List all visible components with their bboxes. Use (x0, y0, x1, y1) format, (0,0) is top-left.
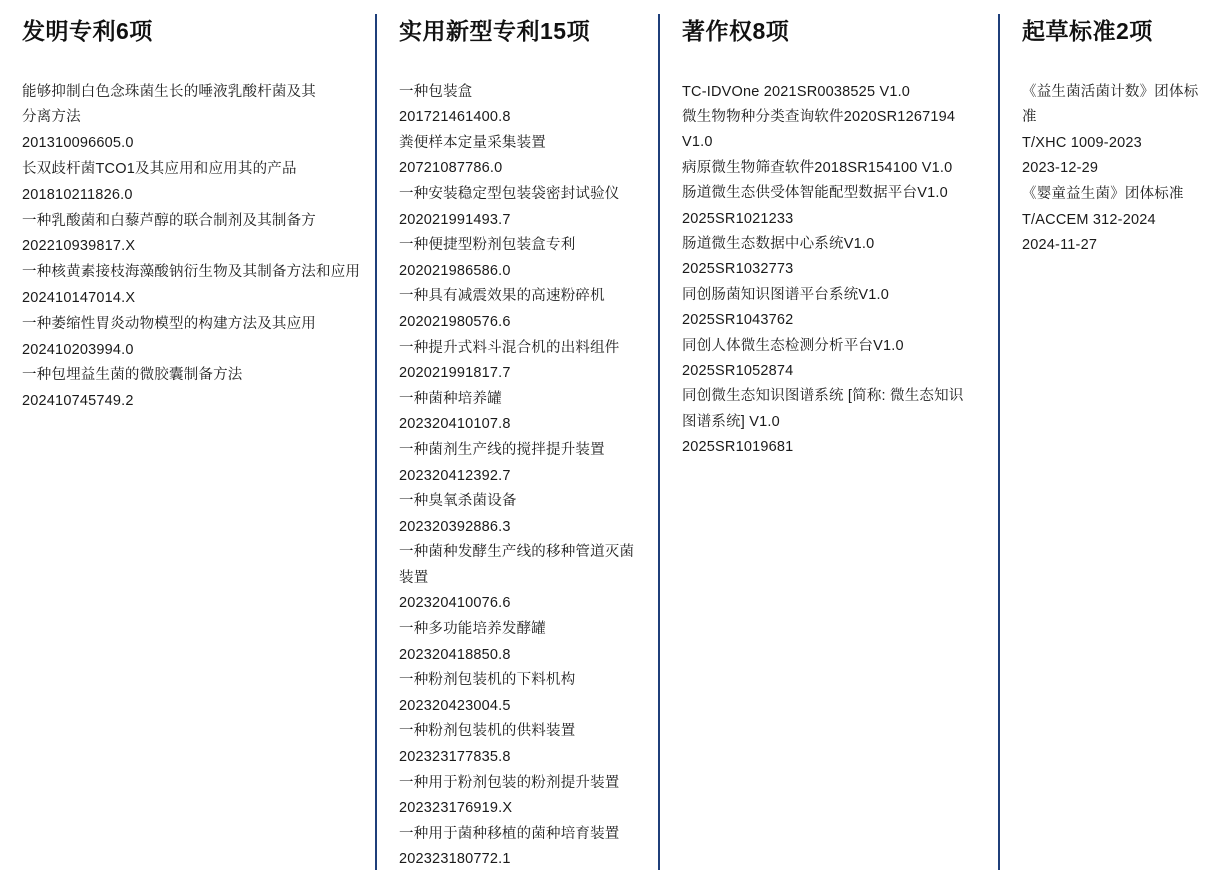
list-item (682, 181, 986, 232)
entry-line: 201310096605.0 (22, 135, 134, 152)
entry-line: 微生物物种分类查询软件2020SR1267194 V1.0 (682, 109, 956, 151)
column-title: 著作权8项 (682, 18, 790, 44)
list-item (399, 617, 646, 668)
entry-line: 202320418850.8 (399, 646, 511, 663)
list-item (399, 540, 646, 617)
entry-line: 粪便样本定量采集装置 (399, 134, 546, 151)
list-item (682, 156, 986, 181)
list-item (682, 80, 986, 105)
list-item (399, 822, 646, 873)
entry-line: 长双歧杆菌TCO1及其应用和应用其的产品 (22, 160, 297, 177)
entry-line: 图谱系统] V1.0 (682, 413, 780, 430)
entry-line: 一种用于粉剂包装的粉剂提升装置 (399, 774, 620, 791)
entry-line: 一种提升式料斗混合机的出料组件 (399, 339, 620, 356)
entry-line: 一种菌剂生产线的搅拌提升装置 (399, 441, 605, 458)
entry-line: 2023-12-29 (1022, 160, 1099, 177)
entry-line: 2025SR1052874 (682, 363, 794, 380)
entry-line: 202021986586.0 (399, 262, 511, 279)
list-item (399, 80, 646, 131)
entry-list (399, 80, 646, 873)
entry-line: 2025SR1032773 (682, 261, 794, 278)
entry-line: 一种具有减震效果的高速粉碎机 (399, 288, 605, 305)
column-utility-model-patents (375, 14, 658, 870)
entry-line: 同创肠菌知识图谱平台系统V1.0 (682, 286, 890, 303)
entry-line: 201810211826.0 (22, 186, 133, 203)
entry-line: 2025SR1019681 (682, 439, 794, 456)
list-item (1022, 182, 1207, 259)
entry-line: 202320392886.3 (399, 518, 511, 535)
list-item (399, 131, 646, 182)
entry-line: 一种包装盒 (399, 83, 473, 100)
entry-line: 202323176919.X (399, 800, 513, 817)
entry-line: 一种便捷型粉剂包装盒专利 (399, 237, 576, 254)
entry-line: 一种安装稳定型包装袋密封试验仪 (399, 185, 620, 202)
entry-line: 202021991817.7 (399, 365, 511, 382)
list-item (399, 668, 646, 719)
entry-line: 202021991493.7 (399, 211, 511, 228)
entry-line: 一种用于菌种移植的菌种培育装置 (399, 825, 620, 842)
entry-line: T/XHC 1009-2023 (1022, 134, 1142, 151)
column-invention-patents (0, 14, 375, 870)
entry-line: 一种菌种发酵生产线的移种管道灭菌装置 (399, 544, 635, 586)
entry-line: 一种包埋益生菌的微胶囊制备方法 (22, 367, 243, 384)
entry-line: 2025SR1021233 (682, 210, 794, 227)
entry-list (682, 80, 986, 461)
entry-list (22, 80, 363, 415)
entry-line: 202320412392.7 (399, 467, 511, 484)
entry-line: 2025SR1043762 (682, 312, 794, 329)
list-item (22, 312, 363, 364)
list-item (22, 157, 363, 209)
column-copyrights (658, 14, 998, 870)
entry-line: 202410147014.X (22, 289, 136, 306)
entry-line: 一种粉剂包装机的下料机构 (399, 672, 576, 689)
entry-line: 202410203994.0 (22, 341, 134, 358)
entry-line: T/ACCEM 312-2024 (1022, 211, 1156, 228)
entry-line: 一种核黄素接枝海藻酸钠衍生物及其制备方法和应用 (22, 264, 361, 281)
entry-line: 2024-11-27 (1022, 237, 1098, 254)
list-item (399, 719, 646, 770)
entry-line: 202021980576.6 (399, 313, 511, 330)
list-item (399, 284, 646, 335)
list-item (399, 489, 646, 540)
list-item (399, 336, 646, 387)
entry-line: TC-IDVOne 2021SR0038525 V1.0 (682, 83, 911, 100)
list-item (22, 80, 363, 157)
list-item (399, 387, 646, 438)
entry-line: 病原微生物筛查软件2018SR154100 V1.0 (682, 159, 953, 176)
list-item (682, 105, 986, 156)
entry-line: 202320410107.8 (399, 416, 511, 433)
column-title: 实用新型专利15项 (399, 18, 591, 44)
list-item (399, 438, 646, 489)
entry-line: 肠道微生态供受体智能配型数据平台V1.0 (682, 185, 948, 202)
entry-line: 一种乳酸菌和白藜芦醇的联合制剂及其制备方 (22, 212, 316, 229)
list-item (682, 283, 986, 334)
list-item (1022, 80, 1207, 182)
list-item (22, 209, 363, 261)
entry-line: 202410745749.2 (22, 393, 134, 410)
list-item (399, 771, 646, 822)
entry-line: 202323177835.8 (399, 749, 511, 766)
entry-line: 202320410076.6 (399, 595, 511, 612)
entry-line: 《益生菌活菌计数》团体标准 (1022, 83, 1199, 126)
list-item (399, 182, 646, 233)
entry-line: 能够抑制白色念珠菌生长的唾液乳酸杆菌及其 (22, 83, 316, 100)
entry-line: 同创人体微生态检测分析平台V1.0 (682, 337, 904, 354)
list-item (22, 363, 363, 415)
entry-line: 一种粉剂包装机的供料装置 (399, 723, 576, 740)
entry-line: 一种多功能培养发酵罐 (399, 621, 546, 638)
list-item (682, 334, 986, 385)
entry-line: 《婴童益生菌》团体标准 (1022, 185, 1184, 202)
list-item (399, 233, 646, 284)
entry-line: 202323180772.1 (399, 851, 511, 868)
entry-line: 分离方法 (22, 109, 81, 126)
entry-line: 20721087786.0 (399, 160, 503, 177)
entry-line: 202320423004.5 (399, 697, 511, 714)
list-item (22, 260, 363, 312)
entry-line: 202210939817.X (22, 238, 136, 255)
entry-line: 同创微生态知识图谱系统 [简称: 微生态知识 (682, 388, 964, 405)
entry-line: 201721461400.8 (399, 109, 511, 126)
entry-list (1022, 80, 1207, 259)
entry-line: 一种萎缩性胃炎动物模型的构建方法及其应用 (22, 315, 316, 332)
list-item (682, 232, 986, 283)
column-drafted-standards (998, 14, 1219, 870)
column-title: 发明专利6项 (22, 18, 153, 44)
entry-line: 一种臭氧杀菌设备 (399, 493, 517, 510)
entry-line: 一种菌种培养罐 (399, 390, 502, 407)
list-item (682, 384, 986, 460)
column-title: 起草标准2项 (1022, 18, 1153, 44)
entry-line: 肠道微生态数据中心系统V1.0 (682, 236, 875, 253)
